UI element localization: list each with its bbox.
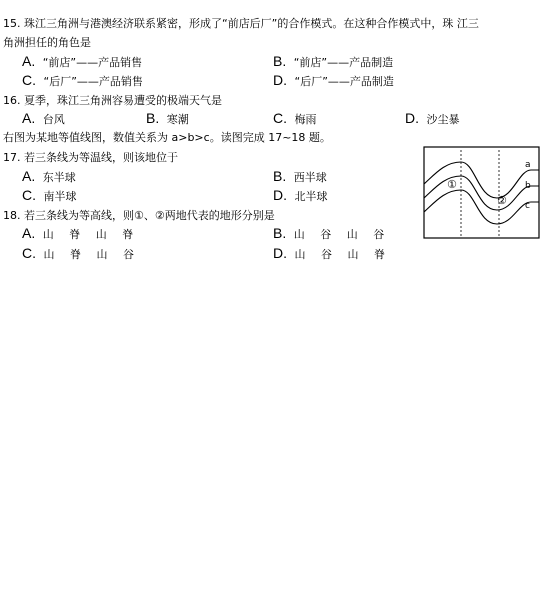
option-letter: A. (22, 168, 36, 184)
line-a-label: a (525, 160, 531, 170)
option-letter: A. (22, 225, 36, 241)
option-letter: D. (405, 110, 419, 126)
q15-stem-line1: 15. 珠江三角洲与港澳经济联系紧密，形成了“前店后厂”的合作模式。在这种合作模式中，珠 江三 (3, 17, 479, 30)
q18-option-b (273, 226, 390, 242)
q18-option-a (22, 226, 139, 242)
option-letter: B. (273, 168, 287, 184)
option-text: 南半球 (43, 190, 77, 203)
figure-frame (424, 147, 539, 238)
option-text: 山 谷 山 脊 (294, 248, 391, 261)
option-letter: B. (273, 53, 287, 69)
option-letter: D. (273, 245, 287, 261)
q17-stem: 17. 若三条线为等温线，则该地位于 (3, 151, 178, 164)
option-letter: B. (146, 110, 160, 126)
option-text: 山 脊 山 谷 (43, 248, 140, 261)
option-letter: D. (273, 187, 287, 203)
q15-option-a (22, 54, 142, 70)
q16-option-c (273, 111, 317, 127)
q15-stem-line2: 角洲担任的角色是 (3, 36, 91, 49)
q17-option-d (273, 188, 328, 204)
option-letter: C. (273, 110, 287, 126)
q16-stem: 16. 夏季，珠江三角洲容易遭受的极端天气是 (3, 94, 222, 107)
q17-option-b (273, 169, 327, 185)
q17-option-c (22, 188, 77, 204)
q18-option-d (273, 246, 391, 262)
option-text: 山 脊 山 脊 (42, 228, 140, 241)
option-letter: D. (273, 72, 287, 88)
q18-stem: 18. 若三条线为等高线，则①、②两地代表的地形分别是 (3, 209, 275, 222)
q16-option-b (146, 111, 189, 127)
option-text: 山 谷 山 谷 (293, 228, 391, 241)
option-letter: A. (22, 53, 36, 69)
option-text: “前店”——产品销售 (42, 56, 143, 69)
q17-option-a (22, 169, 76, 185)
option-text: 台风 (42, 113, 65, 126)
q17-18-intro: 右图为某地等值线图，数值关系为 a>b>c。读图完成 17~18 题。 (3, 131, 331, 144)
q16-option-a (22, 111, 65, 127)
q16-option-d (405, 111, 460, 127)
option-letter: C. (22, 72, 36, 88)
option-text: 沙尘暴 (426, 113, 460, 126)
point-1-label: ① (447, 178, 457, 191)
line-c-label: c (525, 201, 530, 211)
option-text: “后厂”——产品销售 (43, 75, 143, 88)
option-letter: B. (273, 225, 287, 241)
option-text: 北半球 (294, 190, 328, 203)
option-text: 西半球 (293, 171, 327, 184)
point-2-label: ② (497, 194, 507, 207)
option-text: 东半球 (42, 171, 76, 184)
option-text: “前店”——产品制造 (293, 56, 394, 69)
option-text: “后厂”——产品制造 (294, 75, 394, 88)
option-letter: C. (22, 245, 36, 261)
isoline-figure (423, 146, 540, 239)
q15-option-b (273, 54, 393, 70)
option-letter: A. (22, 110, 36, 126)
option-text: 梅雨 (294, 113, 317, 126)
q15-option-d (273, 73, 394, 89)
option-text: 寒潮 (166, 113, 189, 126)
q15-option-c (22, 73, 143, 89)
line-b-label: b (525, 181, 531, 191)
q18-option-c (22, 246, 140, 262)
option-letter: C. (22, 187, 36, 203)
